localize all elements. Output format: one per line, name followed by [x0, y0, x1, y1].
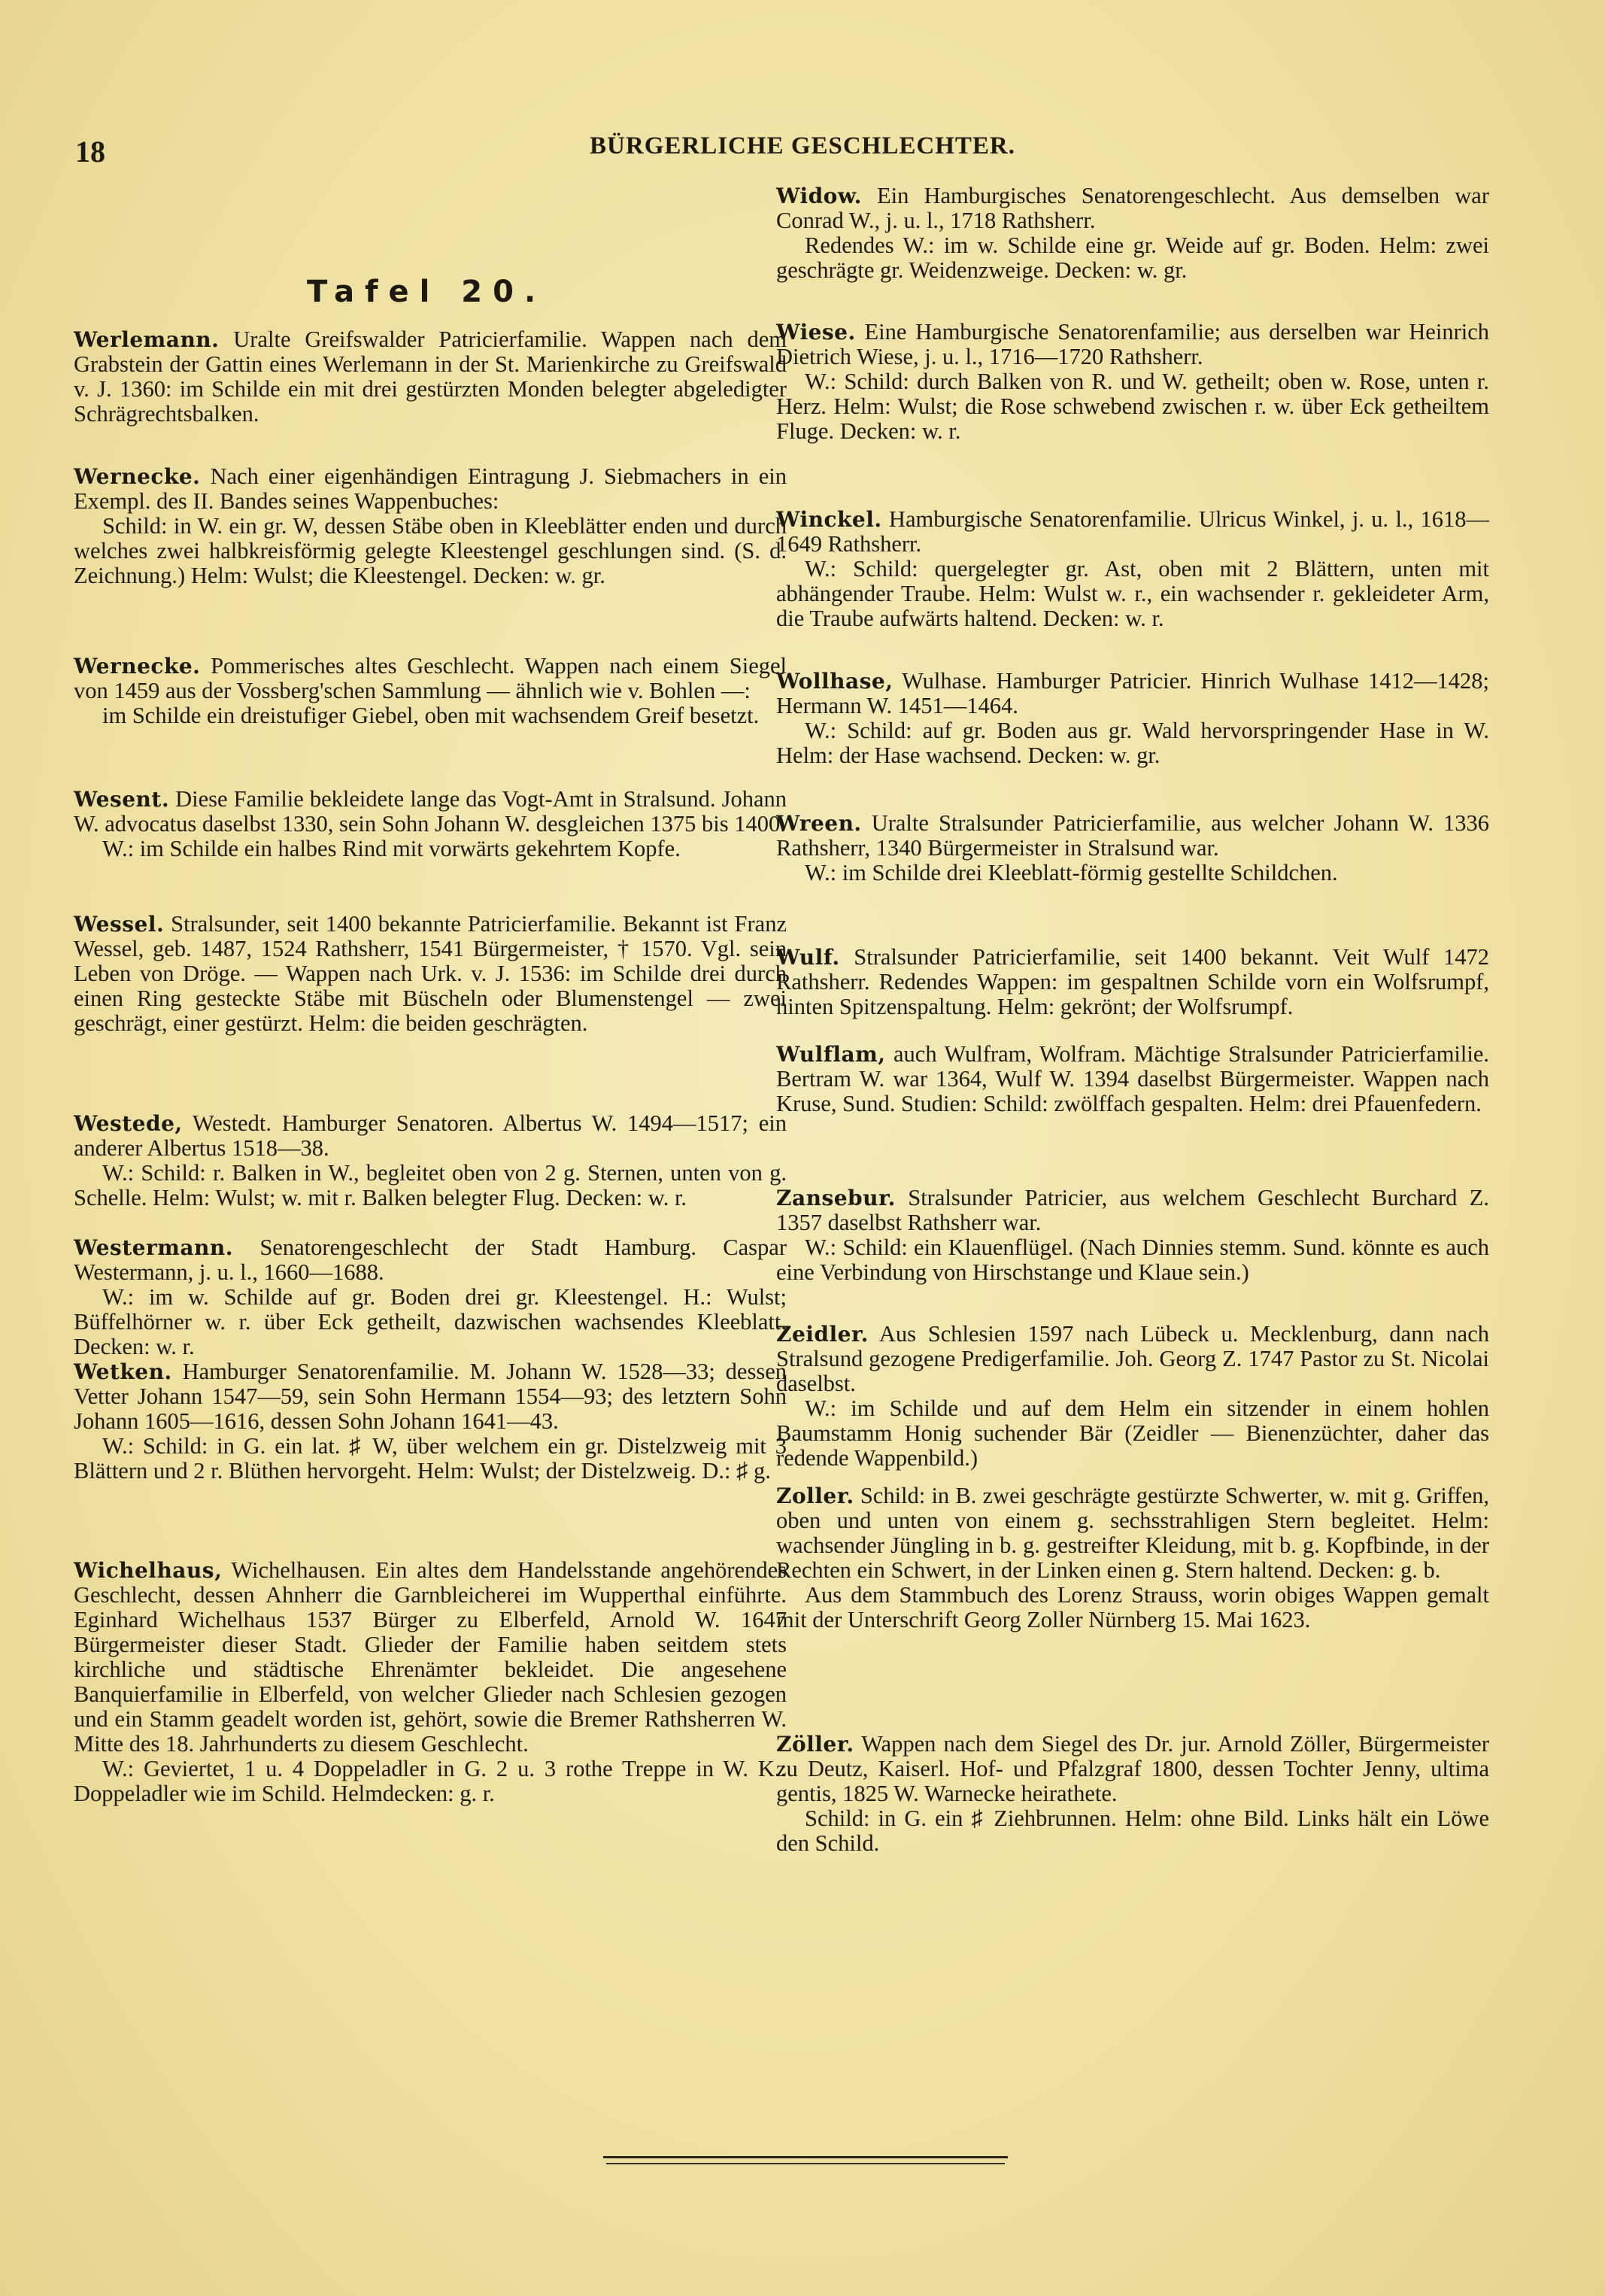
entry-text: Westedt. Hamburger Senatoren. Albertus W. 1494—1517; ein anderer Albertus 1518—38.	[74, 1110, 787, 1161]
lexicon-entry	[74, 1558, 787, 1806]
entry-blazon: W.: Schild: in G. ein lat. ♯ W, über welchem ein gr. Distelzweig mit 3 Blättern und 2 r. Blüthen hervorgeht. Helm: Wulst; der Distelzweig. D.: ♯ g.	[74, 1433, 787, 1484]
entry-family-name: Wernecke.	[74, 654, 201, 679]
entry-text: Hamburgische Senatorenfamilie. Ulricus Winkel, j. u. l., 1618—1649 Rathsherr.	[776, 506, 1489, 557]
lexicon-entry	[776, 811, 1489, 885]
lexicon-entry	[74, 464, 787, 588]
entry-family-name: Zöller.	[776, 1732, 854, 1757]
entry-text: Diese Familie bekleidete lange das Vogt-Amt in Stralsund. Johann W. advocatus daselbst 1330, sein Sohn Johann W. desgleichen 1375 bis 1400.	[74, 786, 787, 837]
lexicon-entry	[776, 1732, 1489, 1856]
page-number: 18	[75, 135, 105, 169]
entry-text: Wulhase. Hamburger Patricier. Hinrich Wulhase 1412—1428; Hermann W. 1451—1464.	[776, 668, 1489, 718]
lexicon-entry	[74, 1111, 787, 1210]
entry-family-name: Wesent.	[74, 787, 170, 812]
entry-text: Pommerisches altes Geschlecht. Wappen nach einem Siegel von 1459 aus der Vossberg'schen Sammlung — ähnlich wie v. Bohlen —:	[74, 653, 787, 703]
lexicon-entry	[74, 654, 787, 728]
entry-blazon: W.: im Schilde ein halbes Rind mit vorwärts gekehrtem Kopfe.	[102, 836, 681, 861]
entry-text: Hamburger Senatorenfamilie. M. Johann W. 1528—33; dessen Vetter Johann 1547—59, sein Sohn Hermann 1554—93; des letztern Sohn Johann 1605—1616, dessen Sohn Johann 1641—43.	[74, 1359, 787, 1434]
entry-blazon: Schild: in G. ein ♯ Ziehbrunnen. Helm: ohne Bild. Links hält ein Löwe den Schild.	[776, 1806, 1489, 1856]
entry-family-name: Wessel.	[74, 912, 165, 937]
lexicon-entry	[74, 327, 787, 427]
entry-family-name: Werlemann.	[74, 327, 220, 352]
entry-family-name: Westede,	[74, 1111, 183, 1136]
lexicon-entry	[776, 1186, 1489, 1285]
lexicon-entry	[776, 1484, 1489, 1632]
entry-text: Eine Hamburgische Senatorenfamilie; aus derselben war Heinrich Dietrich Wiese, j. u. l., 1716—1720 Rathsherr.	[776, 319, 1489, 369]
entry-text: Wichelhausen. Ein altes dem Handelsstande angehörendes Geschlecht, dessen Ahnherr die Garnbleicherei im Wupperthal einführte. Eginhard Wichelhaus 1537 Bürger zu Elberfeld, Arnold W. 1647 Bürgermeister dieser Stadt. Glieder der Familie haben seitdem stets kirchliche und städtische Ehrenämter bekleidet. Die angesehene Banquierfamilie in Elberfeld, von welcher Glieder nach Schlesien gezogen und ein Stamm geadelt worden ist, gehört, sowie die Bremer Rathsherren W. Mitte des 18. Jahrhunderts zu diesem Geschlecht.	[74, 1557, 787, 1757]
entry-family-name: Winckel.	[776, 507, 882, 532]
lexicon-entry	[776, 669, 1489, 768]
entry-blazon: W.: im Schilde drei Kleeblatt-förmig gestellte Schildchen.	[805, 860, 1338, 885]
entry-text: Schild: in B. zwei geschrägte gestürzte Schwerter, w. mit g. Griffen, oben und unten von einem g. sechsstrahligen Stern begleitet. Helm: wachsender Jüngling in b. g. gestreifter Kleidung, mit b. g. Kopfbinde, in der Rechten ein Schwert, in der Linken einen g. Stern haltend. Decken: g. b.	[776, 1483, 1489, 1583]
entry-blazon: Schild: in W. ein gr. W, dessen Stäbe oben in Kleeblätter enden und durch welches zwei halbkreisförmig gelegte Kleestengel geschlungen sind. (S. d. Zeichnung.) Helm: Wulst; die Kleestengel. Decken: w. gr.	[74, 513, 787, 588]
entry-blazon: Redendes W.: im w. Schilde eine gr. Weide auf gr. Boden. Helm: zwei geschrägte gr. Weidenzweige. Decken: w. gr.	[776, 232, 1489, 283]
entry-family-name: Wulflam,	[776, 1042, 886, 1067]
entry-text: Aus Schlesien 1597 nach Lübeck u. Mecklenburg, dann nach Stralsund gezogene Predigerfamilie. Joh. Georg Z. 1747 Pastor zu St. Nicolai daselbst.	[776, 1321, 1489, 1396]
lexicon-entry	[776, 1322, 1489, 1471]
lexicon-entry	[776, 945, 1489, 1019]
lexicon-entry	[776, 320, 1489, 444]
entry-text: Nach einer eigenhändigen Eintragung J. Siebmachers in ein Exempl. des II. Bandes seines Wappenbuches:	[74, 463, 787, 514]
entry-blazon: Aus dem Stammbuch des Lorenz Strauss, worin obiges Wappen gemalt mit der Unterschrift Georg Zoller Nürnberg 15. Mai 1623.	[776, 1582, 1489, 1632]
entry-blazon: W.: Schild: auf gr. Boden aus gr. Wald hervorspringender Hase in W. Helm: der Hase wachsend. Decken: w. gr.	[776, 718, 1489, 768]
entry-family-name: Wichelhaus,	[74, 1558, 223, 1583]
running-head: BÜRGERLICHE GESCHLECHTER.	[590, 132, 1015, 159]
entry-family-name: Wreen.	[776, 811, 862, 836]
entry-text: Uralte Stralsunder Patricierfamilie, aus welcher Johann W. 1336 Rathsherr, 1340 Bürgermeister in Stralsund war.	[776, 810, 1489, 861]
entry-text: Wappen nach dem Siegel des Dr. jur. Arnold Zöller, Bürgermeister zu Deutz, Kaiserl. Hof- und Pfalzgraf 1800, dessen Tochter Jenny, ultima gentis, 1825 W. Warnecke heirathete.	[776, 1731, 1489, 1806]
entry-family-name: Widow.	[776, 184, 862, 208]
entry-text: Senatorengeschlecht der Stadt Hamburg. Caspar Westermann, j. u. l., 1660—1688.	[74, 1235, 787, 1285]
entry-family-name: Wulf.	[776, 945, 840, 970]
plate-heading: Tafel 20.	[307, 275, 547, 309]
entry-blazon: im Schilde ein dreistufiger Giebel, oben mit wachsendem Greif besetzt.	[102, 703, 760, 728]
lexicon-entry	[776, 1042, 1489, 1116]
entry-text: Stralsunder Patricierfamilie, seit 1400 bekannt. Veit Wulf 1472 Rathsherr. Redendes Wappen: im gespaltnen Schilde vorn ein Wolfsrumpf, hinten Spitzenspaltung. Helm: gekrönt; der Wolfsrumpf.	[776, 944, 1489, 1019]
entry-blazon: W.: im w. Schilde auf gr. Boden drei gr. Kleestengel. H.: Wulst; Büffelhörner w. r. über Eck getheilt, dazwischen wachsendes Kleeblatt. Decken: w. r.	[74, 1284, 787, 1359]
bottom-rule	[603, 2156, 1008, 2158]
entry-family-name: Zansebur.	[776, 1186, 896, 1210]
entry-family-name: Zeidler.	[776, 1322, 869, 1347]
entry-blazon: W.: Schild: quergelegter gr. Ast, oben mit 2 Blättern, unten mit abhängender Traube. Helm: Wulst w. r., ein wachsender r. gekleideter Arm, die Traube aufwärts haltend. Decken: w. r.	[776, 556, 1489, 631]
entry-text: auch Wulfram, Wolfram. Mächtige Stralsunder Patricierfamilie. Bertram W. war 1364, Wulf W. 1394 daselbst Bürgermeister. Wappen nach Kruse, Sund. Studien: Schild: zwölffach gespalten. Helm: drei Pfauenfedern.	[776, 1041, 1489, 1116]
entry-family-name: Wernecke.	[74, 464, 201, 489]
lexicon-entry	[74, 1359, 787, 1484]
entry-blazon: W.: Schild: durch Balken von R. und W. getheilt; oben w. Rose, unten r. Herz. Helm: Wulst; die Rose schwebend zwischen r. w. über Eck getheiltem Fluge. Decken: w. r.	[776, 369, 1489, 444]
entry-text: Stralsunder, seit 1400 bekannte Patricierfamilie. Bekannt ist Franz Wessel, geb. 1487, 1524 Rathsherr, 1541 Bürgermeister, † 1570. Vgl. sein Leben von Dröge. — Wappen nach Urk. v. J. 1536: im Schilde drei durch einen Ring gesteckte Stäbe mit Büscheln oder Blumenstengel — zwei geschrägt, einer gestürzt. Helm: die beiden geschrägten.	[74, 911, 787, 1036]
entry-family-name: Wiese.	[776, 320, 856, 345]
entry-family-name: Wollhase,	[776, 669, 894, 694]
lexicon-entry	[74, 1235, 787, 1359]
entry-blazon: W.: Schild: ein Klauenflügel. (Nach Dinnies stemm. Sund. könnte es auch eine Verbindung von Hirschstange und Klaue sein.)	[776, 1235, 1489, 1285]
entry-text: Uralte Greifswalder Patricierfamilie. Wappen nach dem Grabstein der Gattin eines Werlemann in der St. Marienkirche zu Greifswald v. J. 1360: im Schilde ein mit drei gestürzten Monden belegter abgeledigter Schrägrechtsbalken.	[74, 326, 787, 427]
entry-family-name: Westermann.	[74, 1235, 233, 1260]
lexicon-entry	[74, 912, 787, 1036]
entry-family-name: Zoller.	[776, 1484, 854, 1508]
entry-text: Stralsunder Patricier, aus welchem Geschlecht Burchard Z. 1357 daselbst Rathsherr war.	[776, 1185, 1489, 1235]
entry-blazon: W.: Geviertet, 1 u. 4 Doppeladler in G. 2 u. 3 rothe Treppe in W. K.: Doppeladler wie im Schild. Helmdecken: g. r.	[74, 1756, 787, 1806]
entry-blazon: W.: Schild: r. Balken in W., begleitet oben von 2 g. Sternen, unten von g. Schelle. Helm: Wulst; w. mit r. Balken belegter Flug. Decken: w. r.	[74, 1160, 787, 1210]
entry-family-name: Wetken.	[74, 1359, 172, 1384]
entry-text: Ein Hamburgisches Senatorengeschlecht. Aus demselben war Conrad W., j. u. l., 1718 Rathsherr.	[776, 183, 1489, 233]
entry-blazon: W.: im Schilde und auf dem Helm ein sitzender in einem hohlen Baumstamm Honig suchender Bär (Zeidler — Bienenzüchter, daher das redende Wappenbild.)	[776, 1396, 1489, 1471]
lexicon-entry	[776, 507, 1489, 631]
lexicon-entry	[776, 184, 1489, 283]
lexicon-entry	[74, 787, 787, 861]
